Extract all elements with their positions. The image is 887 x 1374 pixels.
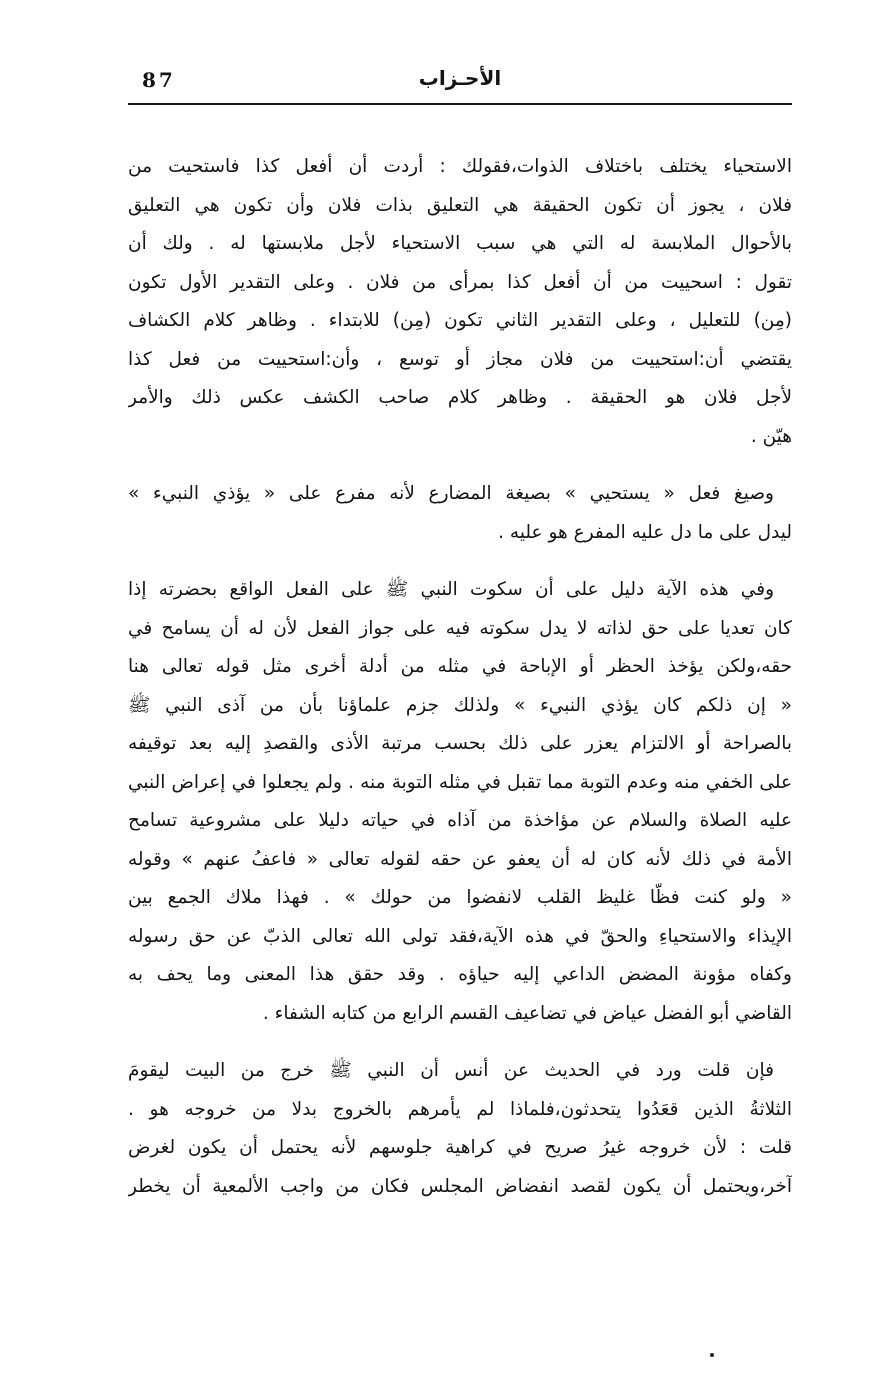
- text-line: فلان ، يجوز أن تكون الحقيقة هي التعليق بذات فلان وأن تكون هي التعليق: [128, 194, 792, 216]
- text-line: « ولو كنت فظّا غليظ القلب لانفضوا من حولك » . فهذا ملاك الجمع بين: [128, 887, 792, 908]
- text-line: بالأحوال الملابسة له التي هي سبب الاستحياء لأجل ملابستها له . ولك أن: [128, 233, 792, 254]
- text-line: لأجل فلان هو الحقيقة . وظاهر كلام صاحب الكشف عكس ذلك والأمر: [128, 387, 792, 408]
- running-title: الأحـزاب: [418, 66, 502, 90]
- header-rule: [128, 103, 792, 105]
- text-line: ليدل على ما دل عليه المفرع هو عليه .: [498, 521, 792, 543]
- text-line: يقتضي أن:استحييت من فلان مجاز أو توسع ، وأن:استحييت من فعل كذا: [128, 348, 792, 370]
- paragraph-1: [128, 148, 792, 456]
- paragraph-2: [128, 475, 792, 552]
- text-line: الثلاثةُ الذين قعَدُوا يتحدثون،فلماذا لم يأمرهم بالخروج بدلا من خروجه هو .: [128, 1098, 792, 1120]
- text-line: فإن قلت ورد في الحديث عن أنس أن النبي ﷺ خرج من البيت ليقومَ: [128, 1060, 774, 1081]
- text-line: آخر،ويحتمل أن يكون لقصد انفضاض المجلس فكان من واجب الألمعية أن يخطر: [128, 1175, 792, 1197]
- text-line: وفي هذه الآية دليل على أن سكوت النبي ﷺ على الفعل الواقع بحضرته إذا: [128, 579, 774, 600]
- page-header: [128, 64, 792, 104]
- text-line: الإيذاء والاستحياءِ والحقّ في هذه الآية،فقد تولى الله تعالى الذبّ عن حق رسوله: [128, 925, 792, 947]
- paragraph-3: [128, 571, 792, 1033]
- text-line: قلت : لأن خروجه غيرُ صريح في كراهية جلوسهم لأنه يحتمل أن يكون لغرض: [128, 1137, 792, 1158]
- paragraph-4: [128, 1052, 792, 1206]
- text-line: تقول : اسحييت من أن أفعل كذا بمرأى من فلان . وعلى التقدير الأول تكون: [128, 271, 792, 293]
- text-line: وصيغ فعل « يستحيي » بصيغة المضارع لأنه مفرع على « يؤذي النبيء »: [128, 483, 774, 504]
- page-speck: [710, 1353, 714, 1357]
- text-line: الأمة في ذلك لأنه كان له أن يعفو عن حقه لقوله تعالى « فاعفُ عنهم » وقوله: [128, 848, 792, 870]
- text-line: وكفاه مؤونة المضض الداعي إليه حياؤه . وقد حقق هذا المعنى وما يحف به: [128, 964, 792, 985]
- text-line: على الخفي منه وعدم التوبة مما تقبل في مثله التوبة منه . ولم يجعلوا في إعراض النبي: [128, 771, 792, 793]
- text-line: عليه الصلاة والسلام عن مؤاخذة من آذاه في حياته دليلا على مشروعية تسامح: [128, 810, 792, 831]
- text-line: القاضي أبو الفضل عياض في تضاعيف القسم الرابع من كتابه الشفاء .: [262, 1002, 792, 1024]
- text-line: الاستحياء يختلف باختلاف الذوات،فقولك : أردت أن أفعل كذا فاستحيت من: [128, 156, 792, 177]
- text-line: كان تعديا على حق لذاته لا يدل سكوته فيه على جواز الفعل لأن له أن يسامح في: [128, 617, 792, 639]
- text-line: حقه،ولكن يؤخذ الحظر أو الإباحة في مثله من أدلة أخرى مثل قوله تعالى هنا: [128, 656, 792, 677]
- page-number: 87: [142, 68, 176, 92]
- text-line: (مِن) للتعليل ، وعلى التقدير الثاني تكون (مِن) للابتداء . وظاهر كلام الكشاف: [128, 310, 792, 331]
- body-text: [128, 148, 792, 1206]
- text-line: بالصراحة أو الالتزام يعزر على ذلك بحسب مرتبة الأذى والقصدِ إليه بعد توقيفه: [128, 733, 792, 754]
- text-line: هيّن .: [750, 425, 792, 447]
- text-line: « إن ذلكم كان يؤذي النبيء » ولذلك جزم علماؤنا بأن من آذى النبي ﷺ: [128, 694, 792, 716]
